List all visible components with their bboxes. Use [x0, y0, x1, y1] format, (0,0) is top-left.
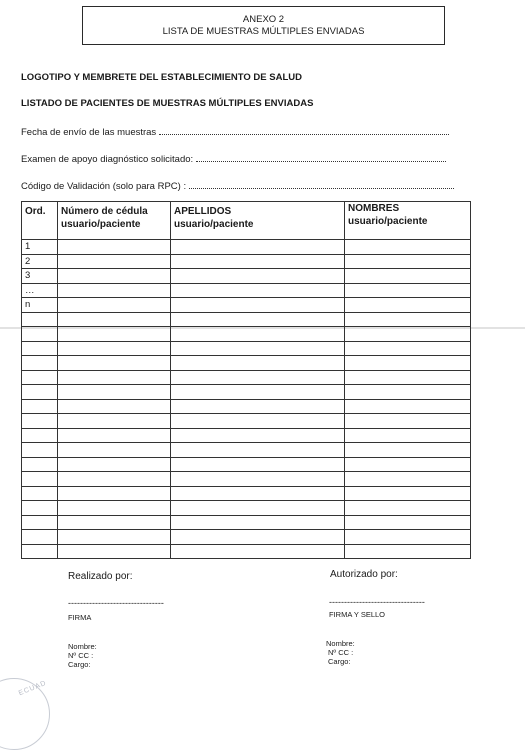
table-row [22, 399, 471, 414]
cedula-cell[interactable] [58, 254, 171, 269]
row-ord-cell: 3 [22, 269, 58, 284]
table-row [22, 385, 471, 400]
cedula-cell[interactable] [58, 356, 171, 371]
table-row [22, 298, 471, 313]
nombres-cell[interactable] [345, 457, 471, 472]
nombres-cell[interactable] [345, 414, 471, 429]
autorizado-role-label: Cargo: [328, 657, 351, 666]
nombres-cell[interactable] [345, 240, 471, 255]
validation-input-line[interactable] [189, 180, 454, 189]
row-ord-cell [22, 327, 58, 342]
row-ord-cell [22, 399, 58, 414]
row-ord-cell [22, 544, 58, 559]
table-row [22, 254, 471, 269]
header-cedula: Número de cédula usuario/paciente [58, 202, 171, 240]
table-header-row [22, 202, 471, 240]
send-date-field [21, 126, 449, 138]
cedula-cell[interactable] [58, 327, 171, 342]
row-ord-cell [22, 312, 58, 327]
exam-label: Examen de apoyo diagnóstico solicitado: [21, 154, 194, 165]
row-ord-cell [22, 385, 58, 400]
row-ord-cell [22, 341, 58, 356]
cedula-cell[interactable] [58, 530, 171, 545]
cedula-cell[interactable] [58, 269, 171, 284]
cedula-cell[interactable] [58, 298, 171, 313]
apellidos-cell[interactable] [171, 443, 345, 458]
apellidos-cell[interactable] [171, 530, 345, 545]
table-row [22, 428, 471, 443]
nombres-cell[interactable] [345, 486, 471, 501]
apellidos-cell[interactable] [171, 399, 345, 414]
table-row [22, 486, 471, 501]
row-ord-cell: 1 [22, 240, 58, 255]
cedula-cell[interactable] [58, 486, 171, 501]
apellidos-cell[interactable] [171, 486, 345, 501]
nombres-cell[interactable] [345, 399, 471, 414]
autorizado-signature-line[interactable]: -------------------------------- [329, 597, 425, 607]
nombres-cell[interactable] [345, 544, 471, 559]
realizado-role-label: Cargo: [68, 660, 91, 669]
apellidos-cell[interactable] [171, 298, 345, 313]
exam-input-line[interactable] [196, 153, 446, 162]
row-ord-cell: 2 [22, 254, 58, 269]
apellidos-cell[interactable] [171, 501, 345, 516]
table-row [22, 414, 471, 429]
header-apellidos: APELLIDOS usuario/paciente [171, 202, 345, 240]
cedula-cell[interactable] [58, 370, 171, 385]
nombres-cell[interactable] [345, 530, 471, 545]
nombres-cell[interactable] [345, 443, 471, 458]
nombres-cell[interactable] [345, 385, 471, 400]
realizado-signature-line[interactable]: -------------------------------- [68, 598, 164, 608]
cedula-cell[interactable] [58, 501, 171, 516]
nombres-cell[interactable] [345, 254, 471, 269]
cedula-cell[interactable] [58, 414, 171, 429]
nombres-cell[interactable] [345, 312, 471, 327]
table-row [22, 240, 471, 255]
apellidos-cell[interactable] [171, 254, 345, 269]
realizado-title: Realizado por: [68, 571, 133, 582]
table-row [22, 283, 471, 298]
apellidos-cell[interactable] [171, 385, 345, 400]
row-ord-cell [22, 356, 58, 371]
row-ord-cell [22, 472, 58, 487]
autorizado-caption: FIRMA Y SELLO [329, 610, 385, 619]
row-ord-cell: n [22, 298, 58, 313]
row-ord-cell [22, 530, 58, 545]
nombres-cell[interactable] [345, 269, 471, 284]
annex-header-box [82, 6, 445, 45]
nombres-cell[interactable] [345, 283, 471, 298]
table-row [22, 327, 471, 342]
table-row [22, 544, 471, 559]
table-row [22, 312, 471, 327]
apellidos-cell[interactable] [171, 312, 345, 327]
row-ord-cell [22, 428, 58, 443]
logo-heading: LOGOTIPO Y MEMBRETE DEL ESTABLECIMIENTO DE SALUD [21, 72, 302, 83]
apellidos-cell[interactable] [171, 457, 345, 472]
cedula-cell[interactable] [58, 472, 171, 487]
row-ord-cell [22, 457, 58, 472]
table-row [22, 530, 471, 545]
row-ord-cell [22, 486, 58, 501]
row-ord-cell [22, 370, 58, 385]
table-row [22, 269, 471, 284]
exam-field [21, 153, 446, 165]
validation-field [21, 180, 454, 192]
seal-text: ECUAD [17, 679, 48, 698]
row-ord-cell: … [22, 283, 58, 298]
realizado-name-label: Nombre: [68, 642, 97, 651]
apellidos-cell[interactable] [171, 356, 345, 371]
table-row [22, 501, 471, 516]
table-row [22, 457, 471, 472]
nombres-cell[interactable] [345, 472, 471, 487]
send-date-input-line[interactable] [159, 126, 449, 135]
nombres-cell[interactable] [345, 370, 471, 385]
cedula-cell[interactable] [58, 240, 171, 255]
send-date-label: Fecha de envío de las muestras [21, 127, 157, 138]
row-ord-cell [22, 501, 58, 516]
cedula-cell[interactable] [58, 385, 171, 400]
apellidos-cell[interactable] [171, 515, 345, 530]
apellidos-cell[interactable] [171, 240, 345, 255]
nombres-cell[interactable] [345, 298, 471, 313]
validation-label: Código de Validación (solo para RPC) : [21, 181, 187, 192]
nombres-cell[interactable] [345, 327, 471, 342]
nombres-cell[interactable] [345, 428, 471, 443]
nombres-cell[interactable] [345, 341, 471, 356]
cedula-cell[interactable] [58, 457, 171, 472]
list-title: LISTADO DE PACIENTES DE MUESTRAS MÚLTIPLES ENVIADAS [21, 98, 314, 109]
cedula-cell[interactable] [58, 515, 171, 530]
cedula-cell[interactable] [58, 443, 171, 458]
cedula-cell[interactable] [58, 283, 171, 298]
cedula-cell[interactable] [58, 341, 171, 356]
table-row [22, 341, 471, 356]
apellidos-cell[interactable] [171, 327, 345, 342]
row-ord-cell [22, 414, 58, 429]
annex-label: ANEXO 2 [242, 14, 285, 25]
apellidos-cell[interactable] [171, 544, 345, 559]
annex-title: LISTA DE MUESTRAS MÚLTIPLES ENVIADAS [162, 26, 365, 37]
header-ord: Ord. [22, 202, 58, 240]
nombres-cell[interactable] [345, 356, 471, 371]
apellidos-cell[interactable] [171, 428, 345, 443]
apellidos-cell[interactable] [171, 283, 345, 298]
row-ord-cell [22, 515, 58, 530]
patient-table [21, 201, 471, 559]
autorizado-title: Autorizado por: [330, 569, 398, 580]
table-row [22, 515, 471, 530]
nombres-cell[interactable] [345, 501, 471, 516]
nombres-cell[interactable] [345, 515, 471, 530]
table-row [22, 356, 471, 371]
table-row [22, 472, 471, 487]
autorizado-cc-label: Nº CC : [328, 648, 354, 657]
table-row [22, 370, 471, 385]
apellidos-cell[interactable] [171, 414, 345, 429]
autorizado-name-label: Nombre: [326, 639, 355, 648]
cedula-cell[interactable] [58, 428, 171, 443]
cedula-cell[interactable] [58, 544, 171, 559]
table-row [22, 443, 471, 458]
apellidos-cell[interactable] [171, 370, 345, 385]
cedula-cell[interactable] [58, 399, 171, 414]
row-ord-cell [22, 443, 58, 458]
header-nombres: NOMBRES usuario/paciente [345, 202, 471, 240]
apellidos-cell[interactable] [171, 341, 345, 356]
table-body [22, 240, 471, 559]
cedula-cell[interactable] [58, 312, 171, 327]
realizado-caption: FIRMA [68, 613, 92, 622]
apellidos-cell[interactable] [171, 472, 345, 487]
realizado-cc-label: Nº CC : [68, 651, 94, 660]
apellidos-cell[interactable] [171, 269, 345, 284]
